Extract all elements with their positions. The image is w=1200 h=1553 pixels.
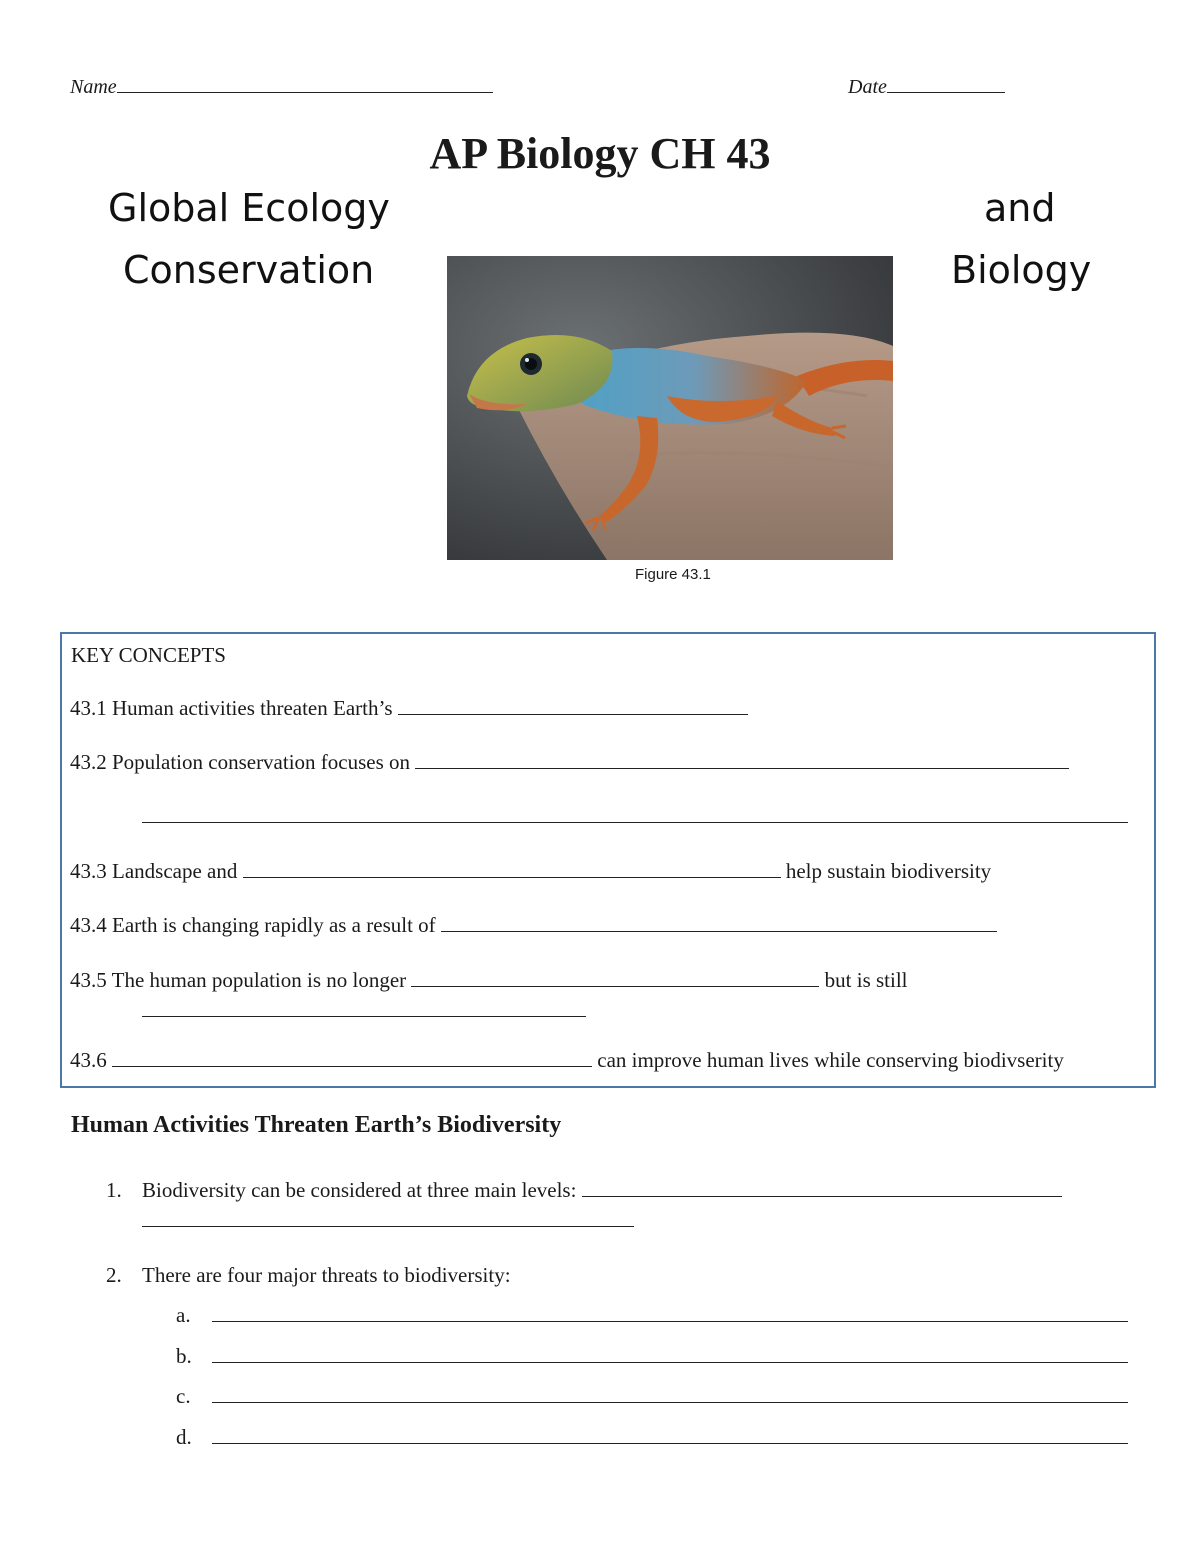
concept-43-6 (70, 1048, 1064, 1073)
question-1-line2[interactable] (142, 1208, 634, 1232)
concept-43-6-text-b: can improve human lives while conserving biodivserity (597, 1048, 1064, 1072)
answer-c (176, 1384, 1128, 1409)
date-blank[interactable] (887, 74, 1005, 93)
question-1 (142, 1178, 1062, 1203)
answer-d (176, 1425, 1128, 1450)
answer-d-blank[interactable] (212, 1425, 1128, 1444)
concept-43-5-blank-2[interactable] (142, 998, 586, 1017)
name-field[interactable] (70, 74, 493, 99)
concept-43-2 (70, 750, 1069, 775)
concept-43-2-blank[interactable] (415, 750, 1069, 769)
answer-a (176, 1303, 1128, 1328)
key-concepts-heading: KEY CONCEPTS (71, 643, 226, 667)
date-label: Date (848, 76, 887, 98)
concept-43-3-text-a: 43.3 Landscape and (70, 859, 238, 883)
name-blank[interactable] (117, 74, 493, 93)
concept-43-4 (70, 913, 997, 938)
question-1-blank[interactable] (582, 1178, 1062, 1197)
concept-43-5 (70, 968, 908, 993)
concept-43-5-text-b: but is still (824, 968, 908, 992)
lizard-photo (447, 256, 893, 560)
concept-43-3-text-b: help sustain biodiversity (785, 859, 992, 883)
subtitle-conservation: Conservation (123, 248, 375, 292)
concept-43-1 (70, 696, 748, 721)
concept-43-3 (70, 859, 991, 884)
question-2-number: 2. (106, 1263, 122, 1287)
answer-b-blank[interactable] (212, 1344, 1128, 1363)
concept-43-2-blank-2[interactable] (142, 804, 1128, 823)
concept-43-5-text-a: 43.5 The human population is no longer (70, 968, 407, 992)
name-label: Name (70, 76, 117, 98)
answer-c-label: c. (176, 1384, 191, 1408)
concept-43-4-text: 43.4 Earth is changing rapidly as a result of (70, 913, 436, 937)
question-1-number: 1. (106, 1178, 122, 1202)
answer-a-label: a. (176, 1303, 191, 1327)
answer-b (176, 1344, 1128, 1369)
concept-43-5-blank[interactable] (411, 968, 819, 987)
subtitle-global-ecology: Global Ecology (108, 186, 390, 230)
concept-43-6-blank[interactable] (112, 1048, 592, 1067)
page-title: AP Biology CH 43 (429, 129, 771, 178)
date-field[interactable] (848, 74, 1005, 99)
concept-43-5-line2[interactable] (142, 998, 586, 1022)
figure-caption: Figure 43.1 (635, 566, 711, 583)
subtitle-biology: Biology (951, 248, 1092, 292)
concept-43-6-text-a: 43.6 (70, 1048, 107, 1072)
answer-b-label: b. (176, 1344, 192, 1368)
answer-c-blank[interactable] (212, 1384, 1128, 1403)
question-1-text: Biodiversity can be considered at three main levels: (142, 1178, 577, 1202)
concept-43-2-line2[interactable] (142, 804, 1128, 828)
concept-43-3-blank[interactable] (243, 859, 781, 878)
question-2-text: There are four major threats to biodiversity: (142, 1263, 511, 1287)
concept-43-1-blank[interactable] (398, 696, 748, 715)
answer-d-label: d. (176, 1425, 192, 1449)
concept-43-2-text: 43.2 Population conservation focuses on (70, 750, 411, 774)
concept-43-1-text: 43.1 Human activities threaten Earth’s (70, 696, 393, 720)
answer-a-blank[interactable] (212, 1303, 1128, 1322)
section-heading: Human Activities Threaten Earth’s Biodiversity (71, 1112, 562, 1138)
question-1-blank-2[interactable] (142, 1208, 634, 1227)
concept-43-4-blank[interactable] (441, 913, 997, 932)
subtitle-and: and (984, 186, 1056, 230)
